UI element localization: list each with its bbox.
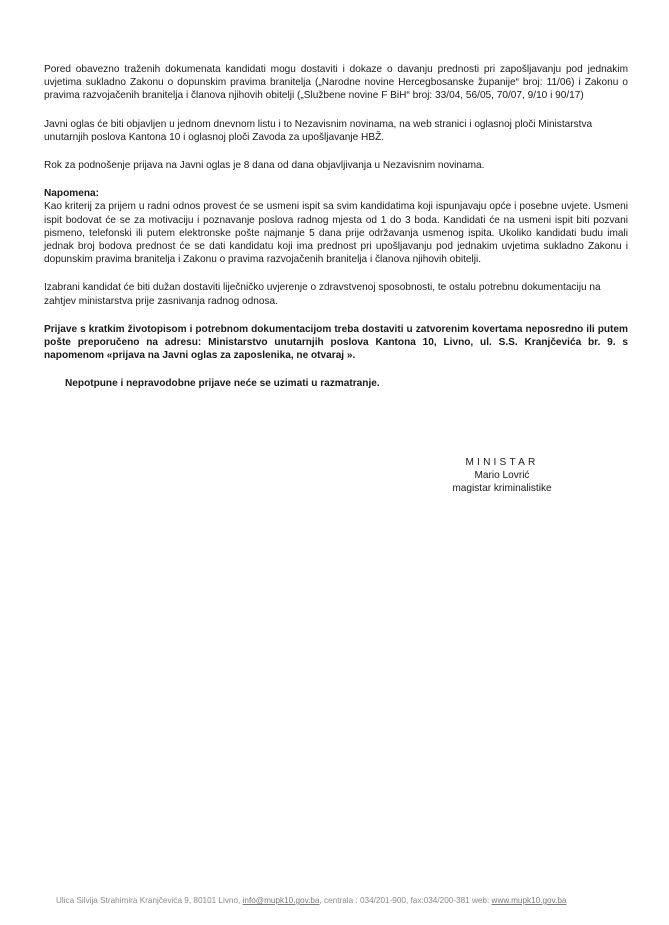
footer-email-link[interactable]: info@mupk10.gov.ba (242, 896, 320, 905)
footer-address: Ulica Silvija Strahimira Kranjčevića 9, 80101 Livno, (56, 896, 243, 905)
incomplete-applications-warning: Nepotpune i nepravodobne prijave neće se uzimati u razmatranje. (65, 378, 380, 390)
paragraph-preference-documents: Pored obavezno traženih dokumenata kandidati mogu dostaviti i dokaze o davanju prednosti pri zapošljavanju pod jednakim uvjetima sukladno Zakonu o dopunskim pravima branitelja („Narodne novine Hercegbosanske županije“ broj: 11/06) i Zakonu o pravima razvojačenih branitelja i članova njihovih obitelji („Službene novine F BiH“ broj: 33/04, 56/05, 70/07, 9/10 i 90/17) (44, 64, 628, 102)
note-heading: Napomena: (44, 188, 99, 200)
document-body (44, 63, 628, 391)
note-body: Kao kriterij za prijem u radni odnos provest će se usmeni ispit sa svim kandidatima koji ispunjavaju opće i posebne uvjete. Usmeni ispit bodovat će se za motivaciju i poznavanje poslova radnog mjesta od 1 do 3 boda. Kandidati će na usmeni ispit biti pozvani pismeno, telefonski ili putem elektronske pošte najmanje 5 dana prije održavanja usmenog ispita. Ukoliko kandidati budu imali jednak broj bodova prednost će se dati kandidatu koji ima prednost pri upošljavanju pod jednakim uvjetima sukladno Zakonu i dopunskim pravima branitelja i Zakonu o pravima razvojačenih branitelja i članova njihovih obitelji. (44, 201, 628, 266)
signature-name: Mario Lovrić (474, 470, 530, 482)
signature-title: MINISTAR (465, 457, 539, 468)
footer-contact (56, 896, 626, 905)
paragraph-submission-address: Prijave s kratkim životopisom i potrebnom dokumentacijom treba dostaviti u zatvorenim kovertama neposredno ili putem pošte preporučeno na adresu: Ministarstvo unutarnjih poslova Kantona 10, Livno, ul. S.S. Kranjčevića br. 9. s napomenom «prijava na Javni oglas za zaposlenika, ne otvaraj ». (44, 323, 628, 362)
signature-block (420, 456, 584, 496)
paragraph-deadline: Rok za podnošenje prijava na Javni oglas je 8 dana od dana objavljivanja u Nezavisnim novinama. (44, 160, 485, 172)
footer-website-link[interactable]: www.mupk10.gov.ba (491, 896, 567, 905)
paragraph-medical-certificate: Izabrani kandidat će biti dužan dostaviti liječničko uvjerenje o zdravstvenoj sposobnosti, te ostalu potrebnu dokumentaciju na zahtjev ministarstva prije zasnivanja radnog odnosa. (44, 282, 601, 307)
footer-phones: , centrala : 034/201-900, fax:034/200-381 web: (319, 896, 492, 905)
paragraph-publication: Javni oglas će biti objavljen u jednom dnevnom listu i to Nezavisnim novinama, na web stranici i oglasnoj ploči Ministarstva unutarnjih poslova Kantona 10 i oglasnoj ploči Zavoda za upošljavanje HBŽ. (44, 118, 593, 143)
signature-degree: magistar kriminalistike (452, 483, 552, 495)
